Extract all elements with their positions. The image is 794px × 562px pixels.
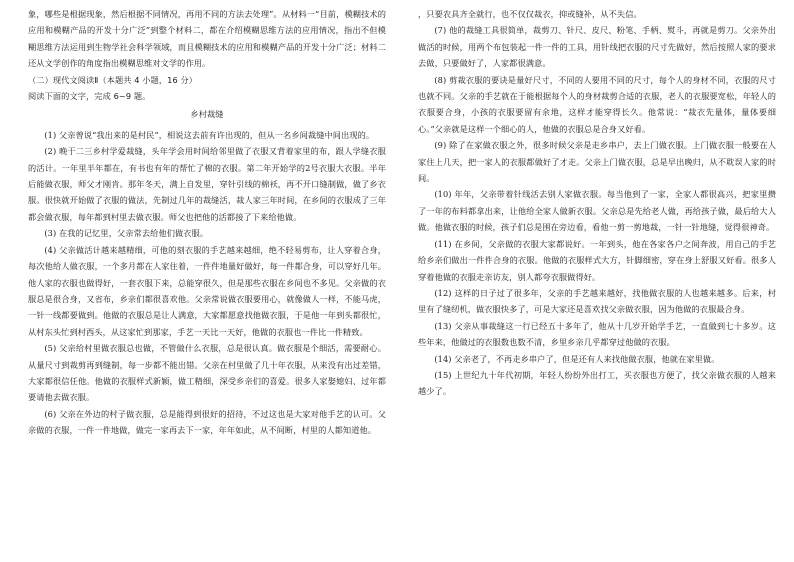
story-paragraph: (11) 在乡间，父亲做的衣服大家都说好。一年到头，他在各家各户之间奔波，用自己的手艺给乡亲们做出一件件合身的衣服。他做的衣服样式大方，针脚细密，穿在身上舒服又好看。很多人穿着他做的衣服走亲访友，别人都夸衣服做得好。 [418,238,776,282]
story-paragraph: (15) 上世纪九十年代初期，年轻人纷纷外出打工，买衣服也方便了，找父亲做衣服的人越来越少了。 [418,369,776,397]
story-paragraph: (13) 父亲从事裁缝这一行已经五十多年了，他从十几岁开始学手艺，一直做到七十多岁。这些年来，他做过的衣服数也数不清，乡里乡亲几乎都穿过他做的衣服。 [418,320,776,348]
section-heading: （二）现代文阅读Ⅱ（本题共 4 小题，16 分） [28,74,198,85]
story-paragraph: (7) 他的裁缝工具很简单，裁剪刀、针尺、皮尺、粉笔、手柄、熨斗，再就是剪刀。父亲外出做活的时候，用两个布包装起一件一件的工具，用针线把衣服的尺寸先做好，然后按照人家的要求去做，只要做好了，人家都很满意。 [418,25,776,69]
story-paragraph: (10) 年年，父亲带着针线活去别人家做衣服。每当他到了一家，全家人都很高兴，把家里攒了一年的布料都拿出来，让他给全家人做新衣服。父亲总是先给老人做，再给孩子做，最后给大人做。他做衣服的时候，孩子们总是围在旁边看，看他一剪一剪地裁，一针一针地缝，觉得很神奇。 [418,189,776,233]
story-paragraph: (3) 在我的记忆里，父亲常去给他们做衣服。 [44,228,209,239]
answer-explanation: 象，哪些是根据现象，然后根据不同情况，再用不同的方法去处理”。从材料一“目前，模糊技术的应用和模糊产品的开发十分广泛”到整个材料二，都在介绍模糊思维方法的应用情况，指出不但模糊思维方法运用到生物学社会科学领域，而且模糊技术的应用和模糊产品的开发十分广泛；材料二还从文学创作的角度指出模糊思维对文学的作用。 [28,9,386,69]
story-paragraph: ，只要农具齐全就行，也不仅仅裁衣，抑或缝补，从不失信。 [418,9,642,19]
right-column [418,6,776,400]
story-paragraph: (6) 父亲在外边的村子做衣服，总是能得到很好的招待，不过这也是大家对他手艺的认可。父亲做的衣服，一件一件地做，做完一家再去下一家，年年如此，从不间断，村里的人都知道他。 [28,408,386,436]
story-paragraph: (9) 除了在家做衣服之外，很多时候父亲是走乡串户，去上门做衣服。上门做衣服一般要在人家住上几天，把一家人的衣服都做好了才走。父亲上门做衣服，总是早出晚归，从不耽误人家的时间。 [418,140,776,184]
left-column [28,6,386,439]
story-paragraph: (1) 父亲曾说“我出来的是村民”，相说这去前有许出现的，但从一名乡间裁缝中间出现的。 [44,129,375,140]
story-paragraph: (8) 剪裁衣服的要诀是量好尺寸，不同的人要用不同的尺寸，每个人的身材不同，衣服的尺寸也就不同。父亲的手艺就在于能根据每个人的身材裁剪合适的衣服，老人的衣服要宽松，年轻人的衣服要合身，小孩的衣服要留有余地，这样才能穿得长久。他常说：“裁衣先量体，量体要细心。”父亲就是这样一个细心的人，他做的衣服总是合身又好看。 [418,74,776,134]
story-paragraph: (5) 父亲给村里做衣服总也做，不管做什么衣服，总是很认真。做衣服是个细活，需要耐心。从量尺寸到裁剪再到缝制，每一步都不能出错。父亲在村里做了几十年衣服，从来没有出过差错，大家都很信任他。他做的衣服样式新颖，做工精细，深受乡亲们的喜爱。很多人家娶媳妇、过年都要请他去做衣服。 [28,343,386,403]
story-paragraph: (4) 父亲做活计越来越精细，可他的刻衣服的手艺越来越细，绝不轻易剪布，让人穿着合身，每次他给人做衣服，一个多月都在人家住着，一件件地量好做好，每一件都合身，可以穿好几年。他人家的衣服也做得好，一套衣服下来，总能穿很久，但是那些衣服在乡间也不多见。父亲做的衣服总是很合身，又省布，乡亲们都很喜欢他。父亲常说做衣服要用心，就像做人一样，不能马虎，一针一线都要做到。他做的衣服总是让人满意，大家都愿意找他做衣服，于是他一年到头都很忙，从村东头忙到村西头，从这家忙到那家，手艺一天比一天好，他做的衣服也一件比一件精致。 [28,244,386,337]
story-paragraph: (12) 这样的日子过了很多年，父亲的手艺越来越好，找他做衣服的人也越来越多。后来，村里有了缝纫机，做衣服快多了，可是大家还是喜欢找父亲做衣服，因为他做的衣服最合身。 [418,287,776,315]
story-paragraph: (14) 父亲老了，不再走乡串户了，但是还有人来找他做衣服，他就在家里做。 [434,353,720,364]
story-paragraph: (2) 晚于二三乡村学爱裁缝，头年学会用时间给邻里做了衣服又背着家里的布，跟人学缝衣服的活计。一年里半年都在，有书也有年的帮忙了棉的衣服。第二年开始学的2号衣服大衣服。半年后能做衣服，师父才刚肯。那年冬天，满上自发里，穿针引线的棉袄，再不开口缝制做，做了乡衣服。很快就开始做了衣服的做法，先制过几年的裁缝活，裁人家三年时间，在乡间的衣服成了三年都会做衣服，每年都到村里去做衣服。师父也把他的活都接了下来给他做。 [28,146,386,222]
instruction-text: 阅读下面的文字，完成 6~9 题。 [28,91,151,102]
story-title: 乡村裁缝 [190,109,224,120]
